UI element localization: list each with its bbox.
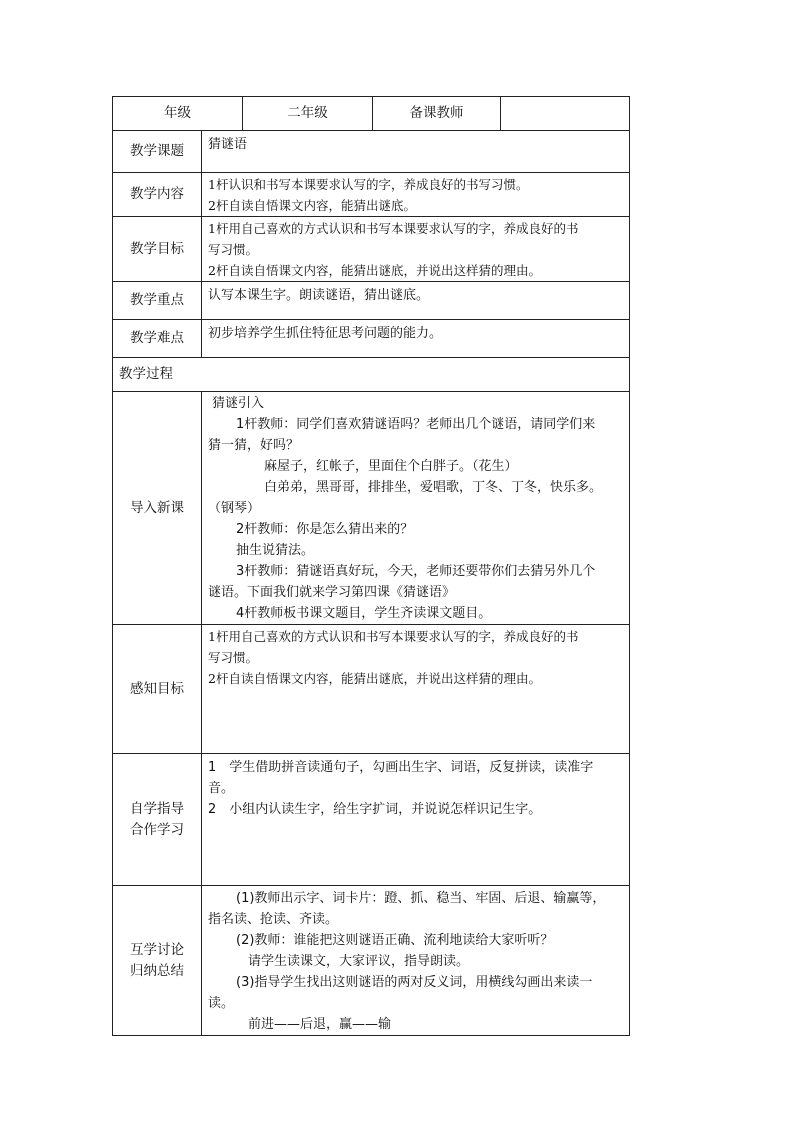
- intro-line: 2杆教师：你是怎么猜出来的？: [236, 522, 414, 537]
- topic-label: 教学课题: [113, 131, 202, 173]
- discussion-line: (1)教师出示字、词卡片：蹬、抓、稳当、牢固、后退、输赢等，: [236, 891, 606, 906]
- goals-line: 2杆自读自悟课文内容，能猜出谜底，并说出这样猜的理由。: [208, 263, 541, 278]
- intro-line: 猜一猜，好吗？: [208, 438, 300, 453]
- grade-label: 年级: [113, 97, 243, 131]
- content-label: 教学内容: [113, 173, 202, 217]
- intro-line: 白弟弟，黑哥哥，排排坐，爱唱歌，丁冬、丁冬，快乐多。: [264, 480, 603, 495]
- intro-line: 3杆教师：猜谜语真好玩，今天，老师还要带你们去猜另外几个: [236, 564, 596, 579]
- self-study-line: 1 学生借助拼音读通句子，勾画出生字、词语，反复拼读，读准字: [208, 760, 594, 775]
- lesson-plan-body: [112, 130, 630, 1036]
- topic-row: [113, 131, 630, 173]
- self-study-line: 2 小组内认读生字，给生字扩词，并说说怎样识记生字。: [208, 802, 542, 817]
- perceive-label: 感知目标: [113, 625, 202, 754]
- discussion-line: (2)教师：谁能把这则谜语正确、流利地读给大家听听？: [236, 933, 554, 948]
- goals-label: 教学目标: [113, 217, 202, 282]
- focus-label: 教学重点: [113, 282, 202, 320]
- content-line: 2杆自读自悟课文内容，能猜出谜底。: [208, 198, 416, 213]
- focus-value: 认写本课生字。朗读谜语，猜出谜底。: [208, 288, 430, 303]
- intro-line: 抽生说猜法。: [236, 543, 315, 558]
- intro-line: （钢琴）: [208, 501, 261, 516]
- perceive-line: 写习惯。: [208, 650, 259, 665]
- self-study-label-1: 自学指导: [130, 800, 184, 817]
- teacher-value: [501, 97, 630, 131]
- perceive-row: [113, 625, 630, 754]
- intro-line: 4杆教师板书课文题目，学生齐读课文题目。: [236, 606, 492, 621]
- discussion-line: 读。: [208, 996, 235, 1011]
- discussion-row: [113, 886, 630, 1036]
- perceive-line: 1杆用自己喜欢的方式认识和书写本课要求认写的字，养成良好的书: [208, 629, 579, 644]
- intro-line: 1杆教师：同学们喜欢猜谜语吗？老师出几个谜语，请同学们来: [236, 417, 596, 432]
- intro-line: 谜语。下面我们就来学习第四课《猜谜语》: [208, 585, 456, 600]
- discussion-label-1: 互学讨论: [130, 941, 184, 958]
- discussion-line: (3)指导学生找出这则谜语的两对反义词，用横线勾画出来读一: [236, 975, 593, 990]
- process-label: 教学过程: [113, 358, 630, 392]
- self-study-line: 音。: [208, 781, 235, 796]
- lesson-plan-table: [112, 96, 630, 131]
- content-line: 1杆认识和书写本课要求认写的字，养成良好的书写习惯。: [208, 177, 529, 192]
- difficulty-label: 教学难点: [113, 320, 202, 358]
- intro-line: 猜谜引入: [212, 396, 265, 411]
- discussion-line: 指名读、抢读、齐读。: [208, 912, 339, 927]
- discussion-line: 前进——后退，赢——输: [248, 1017, 392, 1032]
- difficulty-value: 初步培养学生抓住特征思考问题的能力。: [208, 326, 443, 341]
- self-study-row: [113, 754, 630, 886]
- goals-line: 写习惯。: [208, 242, 259, 257]
- self-study-label-2: 合作学习: [130, 821, 184, 838]
- intro-line: 麻屋子，红帐子，里面住个白胖子。（花生）: [264, 459, 518, 474]
- discussion-label-2: 归纳总结: [130, 962, 184, 979]
- discussion-line: 请学生读课文，大家评议，指导朗读。: [248, 954, 470, 969]
- intro-row: [113, 392, 630, 625]
- perceive-line: 2杆自读自悟课文内容，能猜出谜底，并说出这样猜的理由。: [208, 671, 541, 686]
- difficulty-row: [113, 320, 630, 358]
- grade-value: 二年级: [243, 97, 373, 131]
- teacher-label: 备课教师: [373, 97, 501, 131]
- goals-row: [113, 217, 630, 282]
- content-row: [113, 173, 630, 217]
- intro-label: 导入新课: [113, 392, 202, 625]
- goals-line: 1杆用自己喜欢的方式认识和书写本课要求认写的字，养成良好的书: [208, 221, 579, 236]
- lesson-plan-page: [112, 96, 629, 1036]
- process-row: [113, 358, 630, 392]
- header-row: [113, 97, 630, 131]
- focus-row: [113, 282, 630, 320]
- topic-value: 猜谜语: [208, 137, 248, 152]
